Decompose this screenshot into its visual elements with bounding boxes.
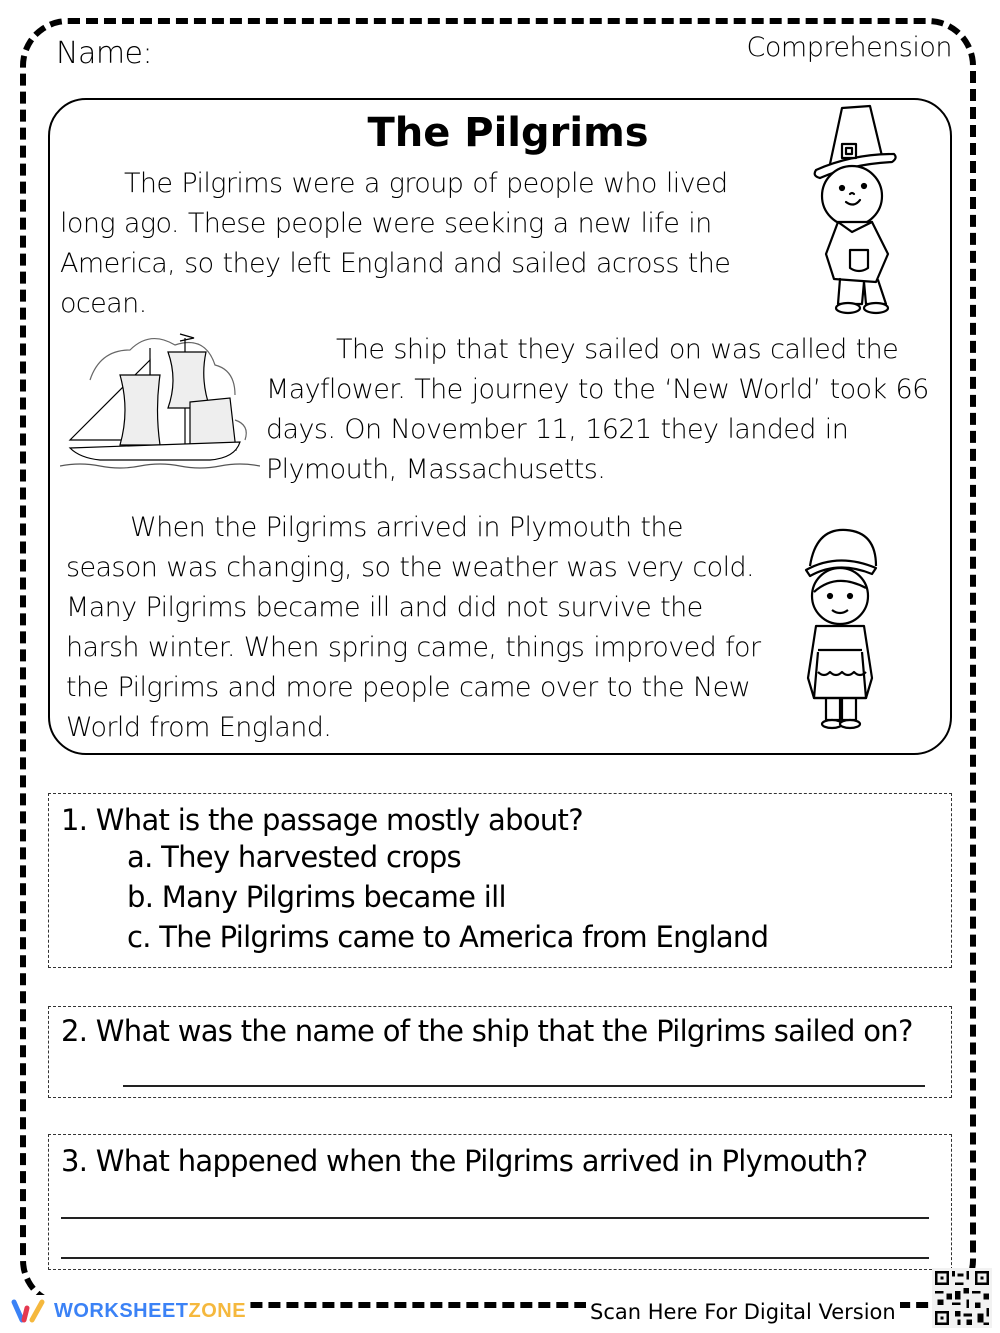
question-2-box: [48, 1006, 952, 1098]
question-1-option-b[interactable]: b. Many Pilgrims became ill: [127, 880, 506, 914]
worksheetzone-logo-icon: [10, 1298, 48, 1324]
question-3-text: 3. What happened when the Pilgrims arrived in Plymouth?: [61, 1144, 868, 1178]
paragraph-1-text: The Pilgrims were a group of people who lived long ago. These people were seeking a new life in America, so they left England and sailed across the ocean.: [60, 168, 731, 319]
category-label: Comprehension: [746, 32, 952, 63]
paragraph-2: [266, 330, 946, 490]
mayflower-ship-illustration: [60, 330, 260, 470]
scan-for-digital-version-text: Scan Here For Digital Version: [586, 1300, 900, 1324]
question-1-option-a[interactable]: a. They harvested crops: [127, 840, 461, 874]
question-1-text: 1. What is the passage mostly about?: [61, 803, 583, 837]
worksheetzone-logo[interactable]: [10, 1298, 250, 1324]
pilgrim-girl-illustration: [796, 522, 880, 740]
paragraph-3-text: When the Pilgrims arrived in Plymouth the season was changing, so the weather was very cold. Many Pilgrims became ill and did not survive the harsh winter. When spring came, things improved for the Pilgrims and more people came over to the New World from England.: [66, 512, 761, 743]
question-1-box: [48, 793, 952, 968]
question-3-answer-line-2[interactable]: [61, 1257, 929, 1259]
pilgrim-boy-illustration: [812, 104, 912, 318]
question-2-answer-line[interactable]: [123, 1085, 925, 1087]
worksheetzone-logo-text: WORKSHEETZONE: [54, 1299, 247, 1322]
qr-code-icon[interactable]: [932, 1268, 992, 1328]
name-label: Name:: [56, 36, 153, 71]
paragraph-2-text: The ship that they sailed on was called the Mayflower. The journey to the ‘New World’ took 66 days. On November 11, 1621 they landed in Plymouth, Massachusetts.: [266, 334, 929, 485]
question-2-text: 2. What was the name of the ship that the Pilgrims sailed on?: [61, 1014, 913, 1048]
question-3-answer-line-1[interactable]: [61, 1217, 929, 1219]
passage-title: The Pilgrims: [367, 110, 649, 156]
paragraph-3: [66, 508, 766, 748]
question-3-box: [48, 1134, 952, 1270]
paragraph-1: [60, 164, 790, 324]
question-1-option-c[interactable]: c. The Pilgrims came to America from England: [127, 920, 769, 954]
